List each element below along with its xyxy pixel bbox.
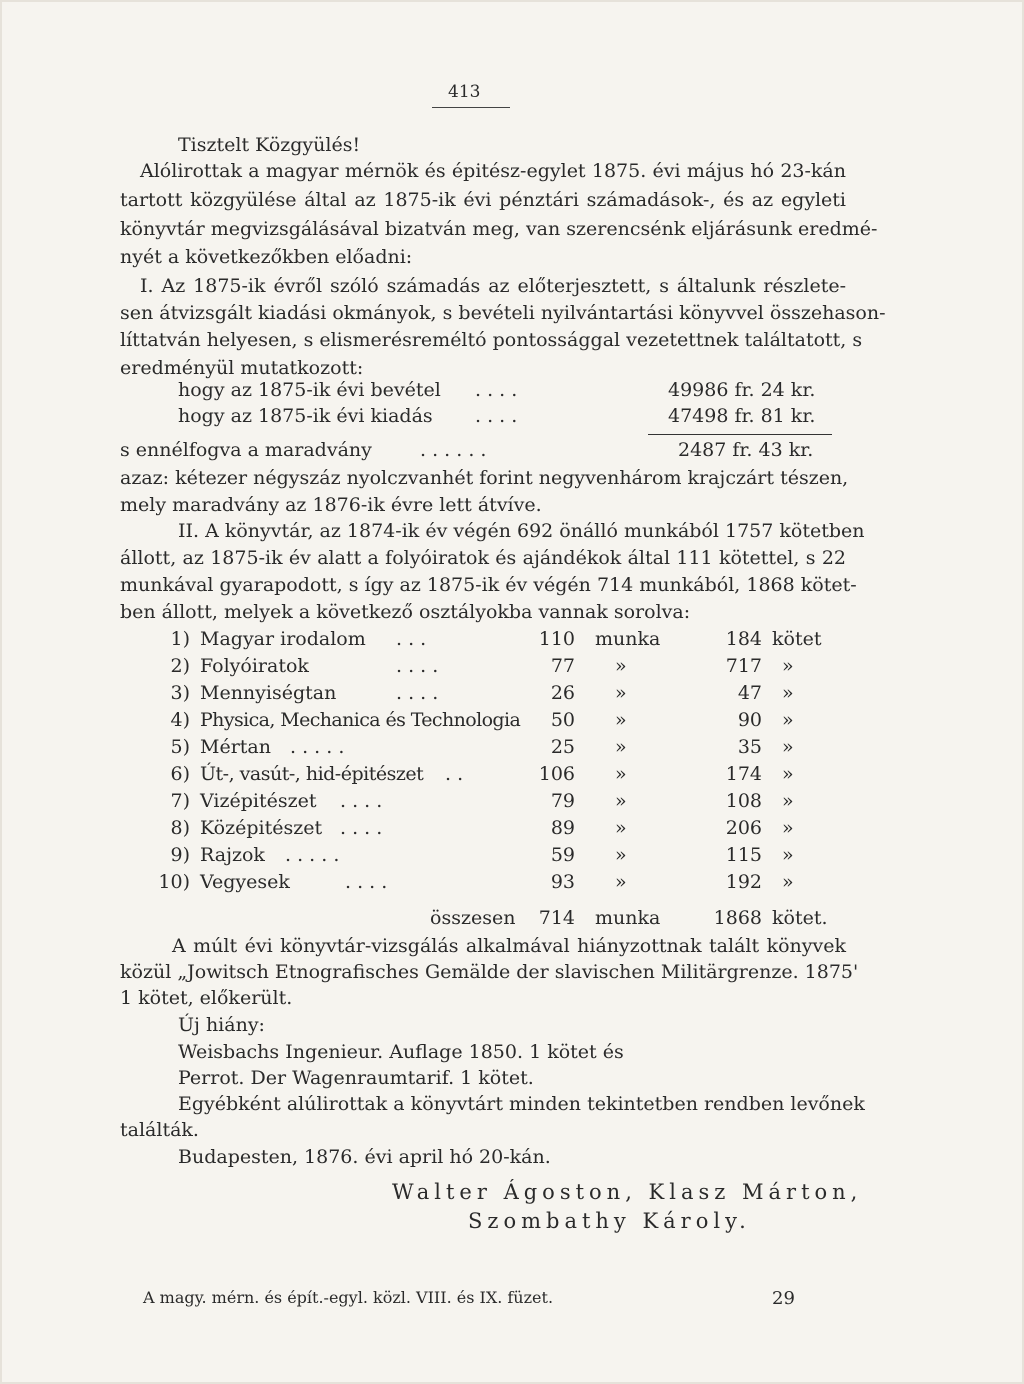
- row-category: Vizépitészet: [200, 790, 317, 812]
- intro-line: nyét a következőkben előadni:: [120, 246, 413, 268]
- balance-value: 2487 fr. 43 kr.: [678, 439, 814, 461]
- row-works: 106: [538, 763, 575, 785]
- row-works: 77: [550, 655, 575, 677]
- section1-line: líttatván helyesen, s elismerésreméltó pontossággal vezetettnek találtatott, s: [120, 329, 863, 351]
- row-number: 2): [170, 655, 190, 677]
- section2-line: állott, az 1875-ik év alatt a folyóiratok és ajándékok által 111 kötettel, s 22: [120, 547, 846, 569]
- dot-leader: . . . .: [475, 379, 518, 401]
- signature-line: Walter Ágoston, Klasz Márton,: [392, 1180, 863, 1204]
- dot-leader: . . .: [396, 628, 427, 650]
- intro-line: Alólirottak a magyar mérnök és épitész-egylet 1875. évi május hó 23-kán: [140, 160, 846, 182]
- income-label: hogy az 1875-ik évi bevétel: [178, 379, 441, 401]
- row-number: 8): [170, 817, 190, 839]
- total-volumes: 1868: [713, 907, 762, 929]
- row-volumes: 717: [725, 655, 762, 677]
- row-works: 93: [550, 871, 575, 893]
- row-volumes: 174: [725, 763, 762, 785]
- footer-source: A magy. mérn. és épít.-egyl. közl. VIII. és IX. füzet.: [143, 1288, 554, 1307]
- dot-leader: . . . .: [396, 655, 439, 677]
- row-category: Út-, vasút-, hid-épitészet: [200, 763, 424, 785]
- row-works: 89: [550, 817, 575, 839]
- dot-leader: . . . . .: [290, 736, 345, 758]
- row-works-unit: »: [615, 817, 627, 839]
- new-missing-item: Weisbachs Ingenieur. Auflage 1850. 1 kötet és: [178, 1041, 624, 1063]
- row-category: Rajzok: [200, 844, 265, 866]
- income-value: 49986 fr. 24 kr.: [668, 379, 816, 401]
- sum-rule: [648, 434, 832, 435]
- dot-leader: . .: [445, 763, 464, 785]
- row-volumes: 206: [725, 817, 762, 839]
- row-number: 3): [170, 682, 190, 704]
- row-category: Mennyiségtan: [200, 682, 337, 704]
- row-volumes-unit: »: [782, 763, 794, 785]
- row-category: Physica, Mechanica és Technologia: [200, 709, 521, 731]
- row-works-unit: »: [615, 709, 627, 731]
- row-volumes-unit: »: [782, 871, 794, 893]
- salutation: Tisztelt Közgyülés!: [178, 134, 361, 156]
- row-volumes: 47: [737, 682, 762, 704]
- row-works: 110: [538, 628, 575, 650]
- row-volumes: 35: [737, 736, 762, 758]
- place-date: Budapesten, 1876. évi april hó 20-kán.: [178, 1146, 551, 1168]
- section2-line: ben állott, melyek a következő osztályokba vannak sorolva:: [120, 601, 691, 623]
- row-volumes-unit: »: [782, 844, 794, 866]
- row-works-unit: »: [615, 736, 627, 758]
- row-works: 59: [550, 844, 575, 866]
- page-number-rule: [432, 107, 510, 108]
- row-volumes: 108: [725, 790, 762, 812]
- section2-line: II. A könyvtár, az 1874-ik év végén 692 önálló munkából 1757 kötetben: [178, 520, 865, 542]
- page-number: 413: [448, 82, 481, 102]
- row-category: Középitészet: [200, 817, 323, 839]
- row-number: 10): [158, 871, 190, 893]
- row-number: 6): [170, 763, 190, 785]
- balance-text-line: mely maradvány az 1876-ik évre lett átvíve.: [120, 494, 542, 516]
- total-volumes-unit: kötet.: [772, 907, 828, 929]
- closing-line: találták.: [120, 1119, 199, 1141]
- row-works: 50: [550, 709, 575, 731]
- row-volumes-unit: »: [782, 790, 794, 812]
- closing-line: Egyébként alúlirottak a könyvtárt minden tekintetben rendben levőnek: [178, 1093, 865, 1115]
- section2-line: munkával gyarapodott, s így az 1875-ik év végén 714 munkából, 1868 kötet-: [120, 574, 857, 596]
- signature-line: Szombathy Károly.: [468, 1209, 751, 1233]
- row-works-unit: »: [615, 763, 627, 785]
- row-volumes: 90: [737, 709, 762, 731]
- dot-leader: . . . . . .: [420, 439, 487, 461]
- row-number: 9): [170, 844, 190, 866]
- row-works-unit: »: [615, 682, 627, 704]
- row-works: 25: [550, 736, 575, 758]
- total-works-unit: munka: [595, 907, 661, 929]
- row-category: Vegyesek: [200, 871, 290, 893]
- missing-line: 1 kötet, előkerült.: [120, 987, 293, 1009]
- row-number: 7): [170, 790, 190, 812]
- row-volumes-unit: kötet: [772, 628, 822, 650]
- dot-leader: . . . .: [396, 682, 439, 704]
- missing-line: A múlt évi könyvtár-vizsgálás alkalmával hiányzottnak talált könyvek: [172, 935, 846, 957]
- row-volumes-unit: »: [782, 655, 794, 677]
- new-missing-item: Perrot. Der Wagenraumtarif. 1 kötet.: [178, 1067, 534, 1089]
- row-works-unit: »: [615, 844, 627, 866]
- missing-line: közül „Jowitsch Etnografisches Gemälde der slavischen Militärgrenze. 1875': [120, 961, 859, 983]
- section1-line: eredményül mutatkozott:: [120, 357, 364, 379]
- total-label: összesen: [430, 907, 516, 929]
- section1-line: I. Az 1875-ik évről szóló számadás az előterjesztett, s általunk részlete-: [140, 275, 846, 297]
- dot-leader: . . . .: [475, 405, 518, 427]
- row-volumes: 115: [725, 844, 762, 866]
- expense-label: hogy az 1875-ik évi kiadás: [178, 405, 433, 427]
- row-works: 26: [550, 682, 575, 704]
- footer-page-number: 29: [772, 1288, 795, 1309]
- row-number: 4): [170, 709, 190, 731]
- row-volumes-unit: »: [782, 682, 794, 704]
- row-works-unit: »: [615, 790, 627, 812]
- row-volumes: 184: [725, 628, 762, 650]
- row-volumes-unit: »: [782, 817, 794, 839]
- dot-leader: . . . .: [345, 871, 388, 893]
- expense-value: 47498 fr. 81 kr.: [668, 405, 816, 427]
- total-works: 714: [538, 907, 575, 929]
- balance-text-line: azaz: kétezer négyszáz nyolczvanhét forint negyvenhárom krajczárt tészen,: [120, 467, 849, 489]
- intro-line: könyvtár megvizsgálásával bizatván meg, van szerencsénk eljárásunk eredmé-: [120, 218, 878, 240]
- intro-line: tartott közgyülése által az 1875-ik évi pénztári számadások-, és az egyleti: [120, 189, 846, 211]
- row-volumes-unit: »: [782, 736, 794, 758]
- row-volumes-unit: »: [782, 709, 794, 731]
- row-category: Folyóiratok: [200, 655, 309, 677]
- dot-leader: . . . .: [340, 790, 383, 812]
- row-number: 5): [170, 736, 190, 758]
- balance-label: s ennélfogva a maradvány: [120, 439, 372, 461]
- row-category: Magyar irodalom: [200, 628, 366, 650]
- row-works: 79: [550, 790, 575, 812]
- dot-leader: . . . . .: [285, 844, 340, 866]
- row-works-unit: munka: [595, 628, 661, 650]
- section1-line: sen átvizsgált kiadási okmányok, s bevételi nyilvántartási könyvvel összehason-: [120, 302, 886, 324]
- dot-leader: . . . .: [340, 817, 383, 839]
- row-works-unit: »: [615, 871, 627, 893]
- new-missing-label: Új hiány:: [178, 1014, 265, 1036]
- row-volumes: 192: [725, 871, 762, 893]
- row-number: 1): [170, 628, 190, 650]
- row-works-unit: »: [615, 655, 627, 677]
- row-category: Mértan: [200, 736, 271, 758]
